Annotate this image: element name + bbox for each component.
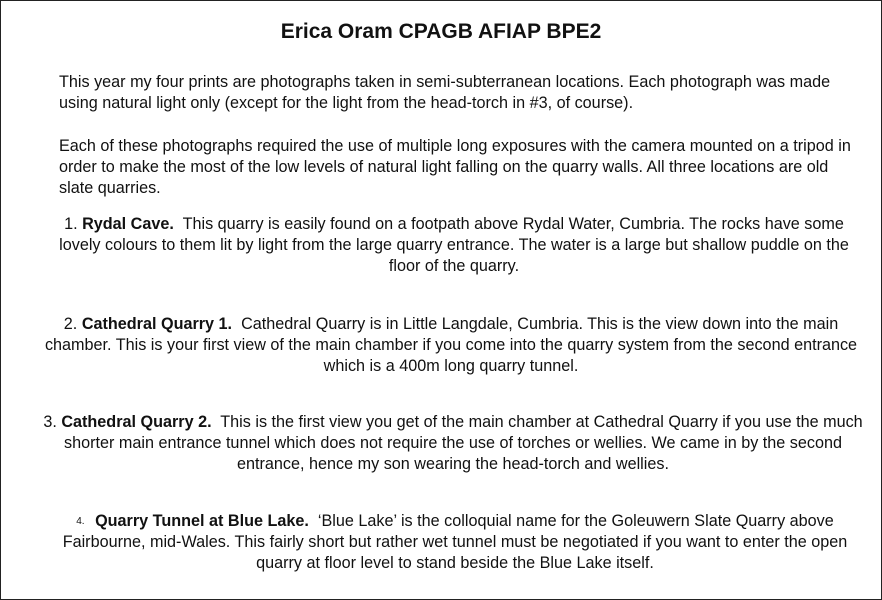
- item-description: Cathedral Quarry is in Little Langdale, Cumbria. This is the view down into the main chamber. This is your first view of the main chamber if you come into the quarry system from the second entrance which is a 400m long quarry tunnel.: [44, 315, 858, 375]
- item-number: 1.: [64, 215, 78, 233]
- list-item: [41, 412, 865, 475]
- item-description: ‘Blue Lake’ is the colloquial name for the Goleuwern Slate Quarry above Fairbourne, mid-Wales. This fairly short but rather wet tunnel must be negotiated if you want to enter the open quarry at floor level to stand beside the Blue Lake itself.: [62, 512, 848, 572]
- item-name: Cathedral Quarry 2.: [61, 413, 212, 431]
- list-item: [51, 214, 857, 277]
- item-name: Cathedral Quarry 1.: [81, 315, 233, 333]
- intro-paragraph-2: Each of these photographs required the use of multiple long exposures with the camera mounted on a tripod in order to make the most of the low levels of natural light falling on the quarry walls. All three locations are old slate quarries.: [59, 137, 851, 197]
- item-name: Quarry Tunnel at Blue Lake.: [95, 512, 309, 530]
- list-item: [45, 511, 865, 574]
- document-title: Erica Oram CPAGB AFIAP BPE2: [280, 20, 602, 43]
- item-number: 3.: [43, 413, 57, 431]
- item-number: 2.: [63, 315, 78, 333]
- list-item: [43, 314, 859, 377]
- item-description: This quarry is easily found on a footpath above Rydal Water, Cumbria. The rocks have some lovely colours to them lit by light from the large quarry entrance. The water is a large but shallow puddle on the floor of the quarry.: [59, 215, 849, 275]
- intro-paragraph-1: This year my four prints are photographs taken in semi-subterranean locations. Each photograph was made using natural light only (except for the light from the head-torch in #3, of course).: [59, 73, 831, 112]
- item-name: Rydal Cave.: [82, 215, 174, 233]
- item-number: 4.: [76, 516, 85, 527]
- item-description: This is the first view you get of the main chamber at Cathedral Quarry if you use the much shorter main entrance tunnel which does not require the use of torches or wellies. We came in by the second entrance, hence my son wearing the head-torch and wellies.: [63, 413, 863, 473]
